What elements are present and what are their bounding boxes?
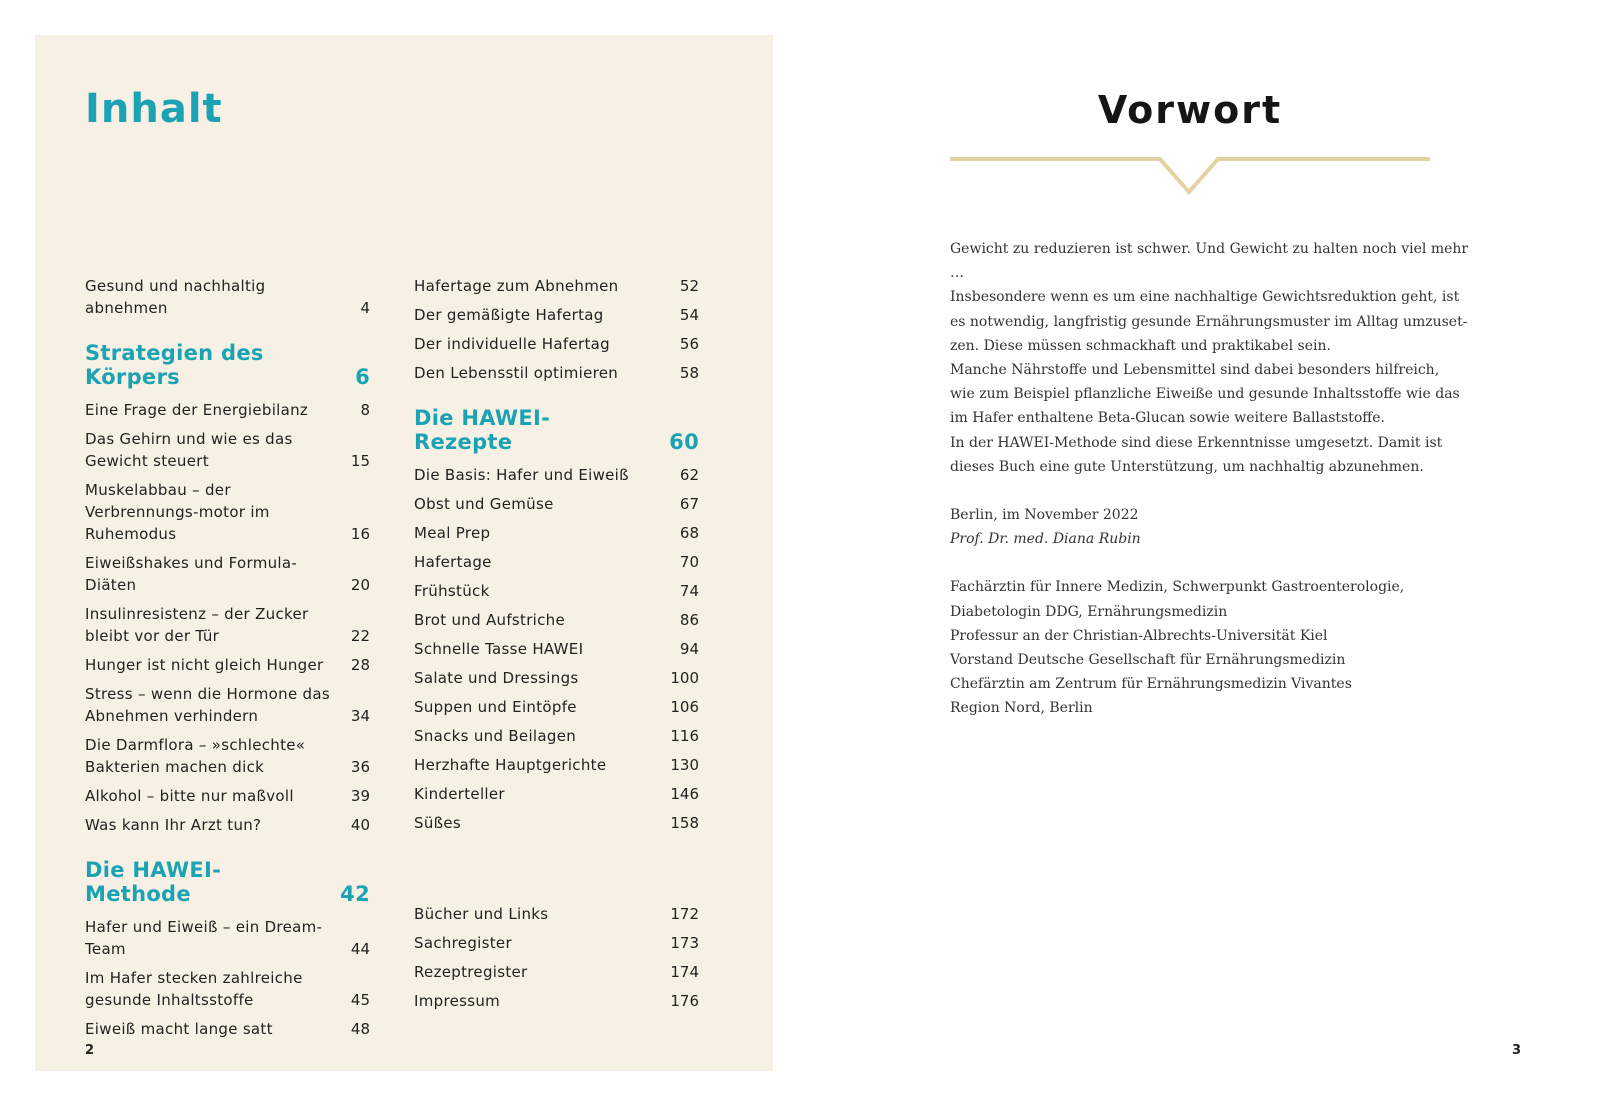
toc-entry-title: Gesund und nachhaltig abnehmen	[85, 277, 266, 317]
toc-entry	[85, 428, 370, 472]
toc-entry	[85, 603, 370, 647]
toc-entry-page: 68	[679, 524, 699, 542]
toc-entry-title: Die HAWEI-Methode	[85, 858, 222, 906]
toc-entry	[85, 1018, 370, 1040]
toc-entry-page: 86	[679, 611, 699, 629]
toc-entry-title: Herzhafte Hauptgerichte	[414, 756, 607, 774]
toc-entry-title: Suppen und Eintöpfe	[414, 698, 577, 716]
toc-spacer	[414, 841, 699, 903]
toc-entry-title: Brot und Aufstriche	[414, 611, 566, 629]
toc-section-heading	[85, 341, 370, 389]
toc-entry-title: Eiweißshakes und Formula-Diäten	[85, 554, 298, 594]
toc-entry-page: 58	[679, 364, 699, 382]
credential-line: Fachärztin für Innere Medizin, Schwerpunkt Gastroenterologie,	[950, 579, 1405, 596]
toc-entry-title: Schnelle Tasse HAWEI	[414, 640, 584, 658]
toc-title: Inhalt	[85, 86, 223, 132]
foreword-line: es notwendig, langfristig gesunde Ernährungsmuster im Alltag umzuset-	[950, 313, 1468, 330]
toc-entry-title: Die Basis: Hafer und Eiweiß	[414, 466, 629, 484]
toc-entry-title: Obst und Gemüse	[414, 495, 554, 513]
toc-entry-page: 176	[670, 992, 699, 1010]
toc-entry	[414, 464, 699, 486]
toc-entry	[414, 903, 699, 925]
toc-entry-title: Muskelabbau – der Verbrennungs-motor im Ruhemodus	[85, 481, 270, 543]
toc-entry-title: Insulinresistenz – der Zucker bleibt vor der Tür	[85, 605, 309, 645]
toc-entry-title: Im Hafer stecken zahlreiche gesunde Inhaltsstoffe	[85, 969, 303, 1009]
toc-entry	[85, 967, 370, 1011]
toc-entry-title: Rezeptregister	[414, 963, 528, 981]
toc-entry-title: Salate und Dressings	[414, 669, 579, 687]
toc-entry	[85, 552, 370, 596]
toc-entry-page: 100	[670, 669, 699, 687]
toc-entry-page: 34	[350, 707, 370, 725]
toc-entry	[414, 362, 699, 384]
toc-entry-title: Hafertage	[414, 553, 492, 571]
toc-entry-page: 6	[355, 365, 370, 389]
page-number-right: 3	[1512, 1043, 1522, 1058]
foreword-line: Insbesondere wenn es um eine nachhaltige Gewichtsreduktion geht, ist	[950, 289, 1460, 306]
toc-entry	[414, 783, 699, 805]
toc-entry-title: Kinderteller	[414, 785, 505, 803]
toc-entry	[85, 683, 370, 727]
toc-entry-page: 67	[679, 495, 699, 513]
toc-entry-page: 28	[350, 656, 370, 674]
toc-entry-page: 44	[350, 940, 370, 958]
toc-section-heading	[414, 406, 699, 454]
credential-line: Chefärztin am Zentrum für Ernährungsmedizin Vivantes	[950, 676, 1352, 693]
toc-entry-page: 116	[670, 727, 699, 745]
toc-entry	[414, 551, 699, 573]
toc-entry-page: 146	[670, 785, 699, 803]
toc-entry-page: 60	[669, 430, 699, 454]
foreword-line: Gewicht zu reduzieren ist schwer. Und Gewicht zu halten noch viel mehr …	[950, 241, 1469, 282]
toc-entry-page: 56	[679, 335, 699, 353]
toc-entry	[414, 667, 699, 689]
page-number-left: 2	[85, 1043, 95, 1058]
toc-entry-page: 36	[350, 758, 370, 776]
toc-entry-title: Bücher und Links	[414, 905, 549, 923]
toc-entry	[414, 638, 699, 660]
toc-entry-title: Die HAWEI-Rezepte	[414, 406, 551, 454]
toc-entry	[414, 812, 699, 834]
toc-entry-page: 70	[679, 553, 699, 571]
toc-entry-page: 130	[670, 756, 699, 774]
toc-entry-title: Hafer und Eiweiß – ein Dream-Team	[85, 918, 323, 958]
toc-entry-title: Snacks und Beilagen	[414, 727, 577, 745]
foreword-title: Vorwort	[1097, 88, 1283, 132]
foreword-line: im Hafer enthaltene Beta-Glucan sowie weitere Ballaststoffe.	[950, 410, 1385, 427]
toc-entry-title: Sachregister	[414, 934, 512, 952]
toc-entry-page: 40	[350, 816, 370, 834]
toc-entry	[414, 609, 699, 631]
toc-entry	[85, 275, 370, 319]
toc-entry-title: Eiweiß macht lange satt	[85, 1020, 273, 1038]
toc-entry	[414, 754, 699, 776]
toc-entry	[414, 696, 699, 718]
toc-entry-page: 22	[350, 627, 370, 645]
toc-entry-title: Den Lebensstil optimieren	[414, 364, 619, 382]
toc-entry-page: 106	[670, 698, 699, 716]
toc-entry-page: 45	[350, 991, 370, 1009]
toc-entry-page: 48	[350, 1020, 370, 1038]
toc-entry	[414, 493, 699, 515]
foreword-line: Manche Nährstoffe und Lebensmittel sind dabei besonders hilfreich,	[950, 362, 1440, 379]
toc-entry-page: 158	[670, 814, 699, 832]
toc-entry-page: 16	[350, 525, 370, 543]
toc-entry-title: Hunger ist nicht gleich Hunger	[85, 656, 324, 674]
credential-line: Professur an der Christian-Albrechts-Universität Kiel	[950, 627, 1328, 644]
toc-entry-page: 174	[670, 963, 699, 981]
toc-entry-page: 8	[360, 401, 370, 419]
toc-entry	[85, 734, 370, 778]
toc-entry-title: Hafertage zum Abnehmen	[414, 277, 619, 295]
toc-entry-title: Strategien des Körpers	[85, 341, 264, 389]
toc-entry	[414, 932, 699, 954]
toc-entry-title: Alkohol – bitte nur maßvoll	[85, 787, 294, 805]
foreword-line: zen. Diese müssen schmackhaft und praktikabel sein.	[950, 337, 1331, 354]
credential-line: Region Nord, Berlin	[950, 700, 1093, 717]
toc-entry-page: 172	[670, 905, 699, 923]
toc-entry	[414, 961, 699, 983]
toc-entry-page: 4	[360, 299, 370, 317]
toc-entry-title: Impressum	[414, 992, 501, 1010]
toc-entry	[85, 814, 370, 836]
foreword-line: In der HAWEI-Methode sind diese Erkenntnisse umgesetzt. Damit ist	[950, 434, 1443, 451]
decorative-chevron-rule	[950, 150, 1430, 200]
toc-entry-title: Süßes	[414, 814, 462, 832]
toc-entry-page: 54	[679, 306, 699, 324]
toc-entry	[414, 580, 699, 602]
toc-entry	[85, 916, 370, 960]
toc-entry	[85, 399, 370, 421]
toc-entry-title: Stress – wenn die Hormone das Abnehmen verhindern	[85, 685, 330, 725]
foreword-line: wie zum Beispiel pflanzliche Eiweiße und gesunde Inhaltsstoffe wie das	[950, 386, 1460, 403]
author-name: Prof. Dr. med. Diana Rubin	[950, 531, 1141, 548]
toc-entry-page: 39	[350, 787, 370, 805]
toc-entry-page: 20	[350, 576, 370, 594]
toc-entry	[414, 522, 699, 544]
toc-entry-page: 173	[670, 934, 699, 952]
place-date: Berlin, im November 2022	[950, 507, 1139, 524]
credential-line: Diabetologin DDG, Ernährungsmedizin	[950, 603, 1228, 620]
toc-entry-page: 52	[679, 277, 699, 295]
toc-entry-title: Die Darmflora – »schlechte« Bakterien machen dick	[85, 736, 306, 776]
toc-entry	[414, 333, 699, 355]
toc-entry	[414, 304, 699, 326]
toc-entry	[85, 479, 370, 545]
toc-entry	[85, 785, 370, 807]
toc-entry-title: Meal Prep	[414, 524, 491, 542]
toc-entry-title: Frühstück	[414, 582, 490, 600]
toc-entry-page: 62	[679, 466, 699, 484]
toc-column-1	[85, 275, 370, 1047]
credential-line: Vorstand Deutsche Gesellschaft für Ernährungsmedizin	[950, 652, 1346, 669]
toc-entry-title: Das Gehirn und wie es das Gewicht steuert	[85, 430, 293, 470]
toc-entry	[414, 990, 699, 1012]
toc-entry-title: Der individuelle Hafertag	[414, 335, 610, 353]
toc-entry-page: 94	[679, 640, 699, 658]
toc-entry-page: 42	[340, 882, 370, 906]
foreword-line: dieses Buch eine gute Unterstützung, um nachhaltig abzunehmen.	[950, 458, 1424, 475]
toc-entry-page: 15	[350, 452, 370, 470]
toc-entry-page: 74	[679, 582, 699, 600]
toc-entry	[414, 275, 699, 297]
toc-entry-title: Eine Frage der Energiebilanz	[85, 401, 309, 419]
toc-section-heading	[85, 858, 370, 906]
toc-entry	[414, 725, 699, 747]
foreword-body	[950, 237, 1470, 721]
toc-column-2	[414, 275, 699, 1019]
toc-entry	[85, 654, 370, 676]
toc-entry-title: Der gemäßigte Hafertag	[414, 306, 604, 324]
toc-entry-title: Was kann Ihr Arzt tun?	[85, 816, 262, 834]
